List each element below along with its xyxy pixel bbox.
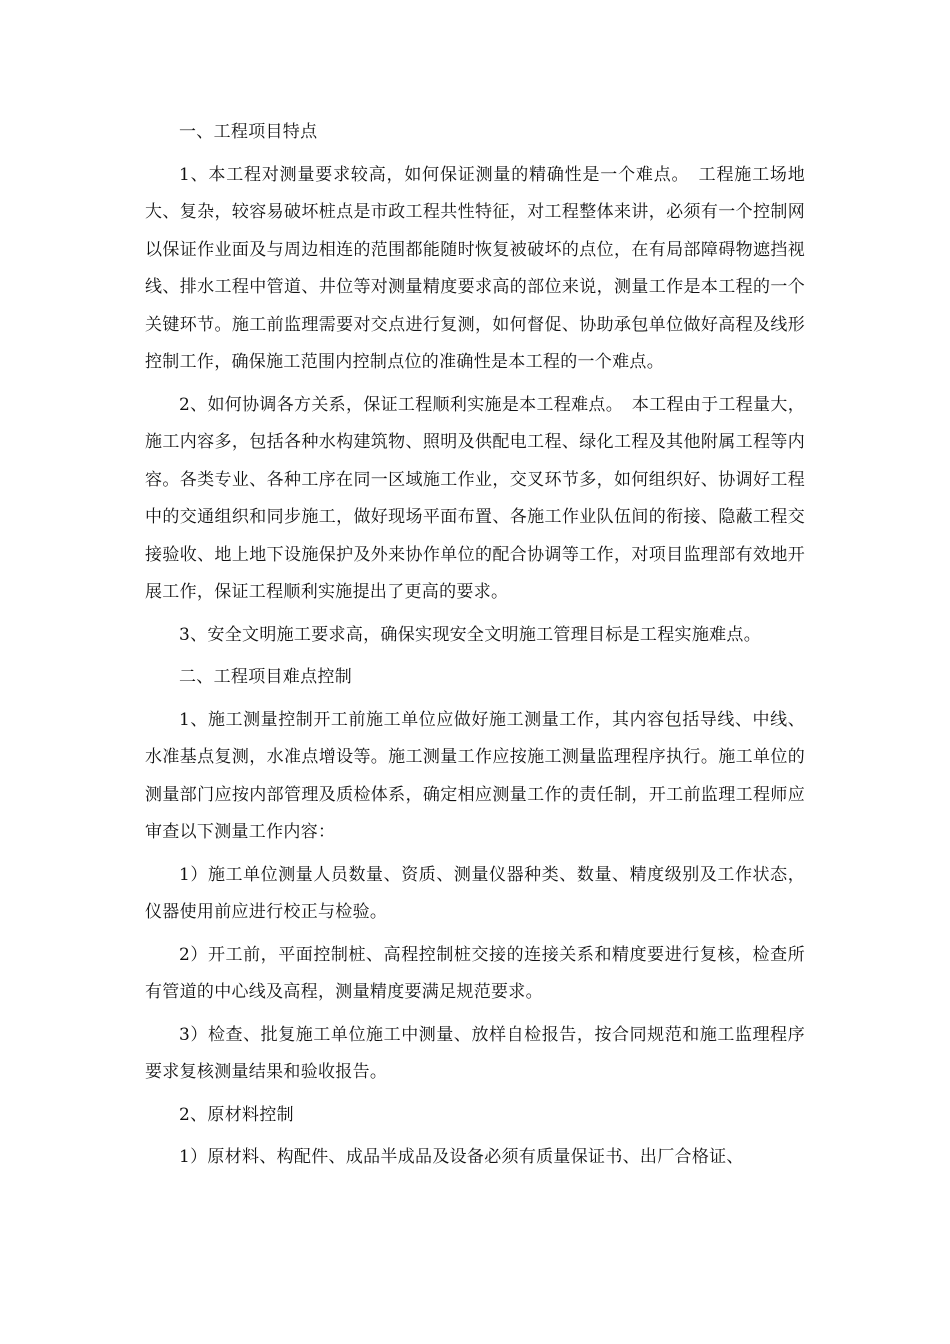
paragraph-coordination-difficulty: 2、如何协调各方关系，保证工程顺利实施是本工程难点。 本工程由于工程量大，施工内容多，包括各种水构建筑物、照明及供配电工程、绿化工程及其他附属工程等内容。各类专业、各种工序在同一区域施工作业，交叉环节多，如何组织好、协调好工程中的交通组织和同步施工，做好现场平面布置、各施工作业队伍间的衔接、隐蔽工程交接验收、地上地下设施保护及外来协作单位的配合协调等工作，对项目监理部有效地开展工作，保证工程顺利实施提出了更高的要求。 (145, 394, 805, 602)
list-item-control-piles: 2）开工前，平面控制桩、高程控制桩交接的连接关系和精度要进行复核，检查所有管道的中心线及高程，测量精度要满足规范要求。 (145, 944, 805, 1002)
document-page (145, 114, 805, 1182)
paragraph-survey-control: 1、施工测量控制开工前施工单位应做好施工测量工作，其内容包括导线、中线、水准基点复测，水准点增设等。施工测量工作应按施工测量监理程序执行。施工单位的测量部门应按内部管理及质检体系，确定相应测量工作的责任制，开工前监理工程师应审查以下测量工作内容： (145, 709, 805, 842)
section-heading-2: 二、工程项目难点控制 (179, 667, 352, 687)
paragraph-survey-difficulty: 1、本工程对测量要求较高，如何保证测量的精确性是一个难点。 工程施工场地大、复杂，较容易破坏桩点是市政工程共性特征，对工程整体来讲，必须有一个控制网以保证作业面及与周边相连的范围都能随时恢复被破坏的点位，在有局部障碍物遮挡视线、排水工程中管道、井位等对测量精度要求高的部位来说，测量工作是本工程的一个关键环节。施工前监理需要对交点进行复测，如何督促、协助承包单位做好高程及线形控制工作，确保施工范围内控制点位的准确性是本工程的一个难点。 (145, 164, 805, 372)
list-item-survey-staff: 1）施工单位测量人员数量、资质、测量仪器种类、数量、精度级别及工作状态，仪器使用前应进行校正与检验。 (145, 864, 805, 922)
section-heading-1: 一、工程项目特点 (179, 122, 318, 142)
list-item-check-reports: 3）检查、批复施工单位施工中测量、放样自检报告，按合同规范和施工监理程序要求复核测量结果和验收报告。 (145, 1024, 805, 1082)
list-item-materials-certificates: 1）原材料、构配件、成品半成品及设备必须有质量保证书、出厂合格证、 (179, 1147, 744, 1167)
subsection-heading-materials: 2、原材料控制 (179, 1104, 294, 1125)
paragraph-safety-difficulty: 3、安全文明施工要求高，确保实现安全文明施工管理目标是工程实施难点。 (179, 624, 762, 645)
